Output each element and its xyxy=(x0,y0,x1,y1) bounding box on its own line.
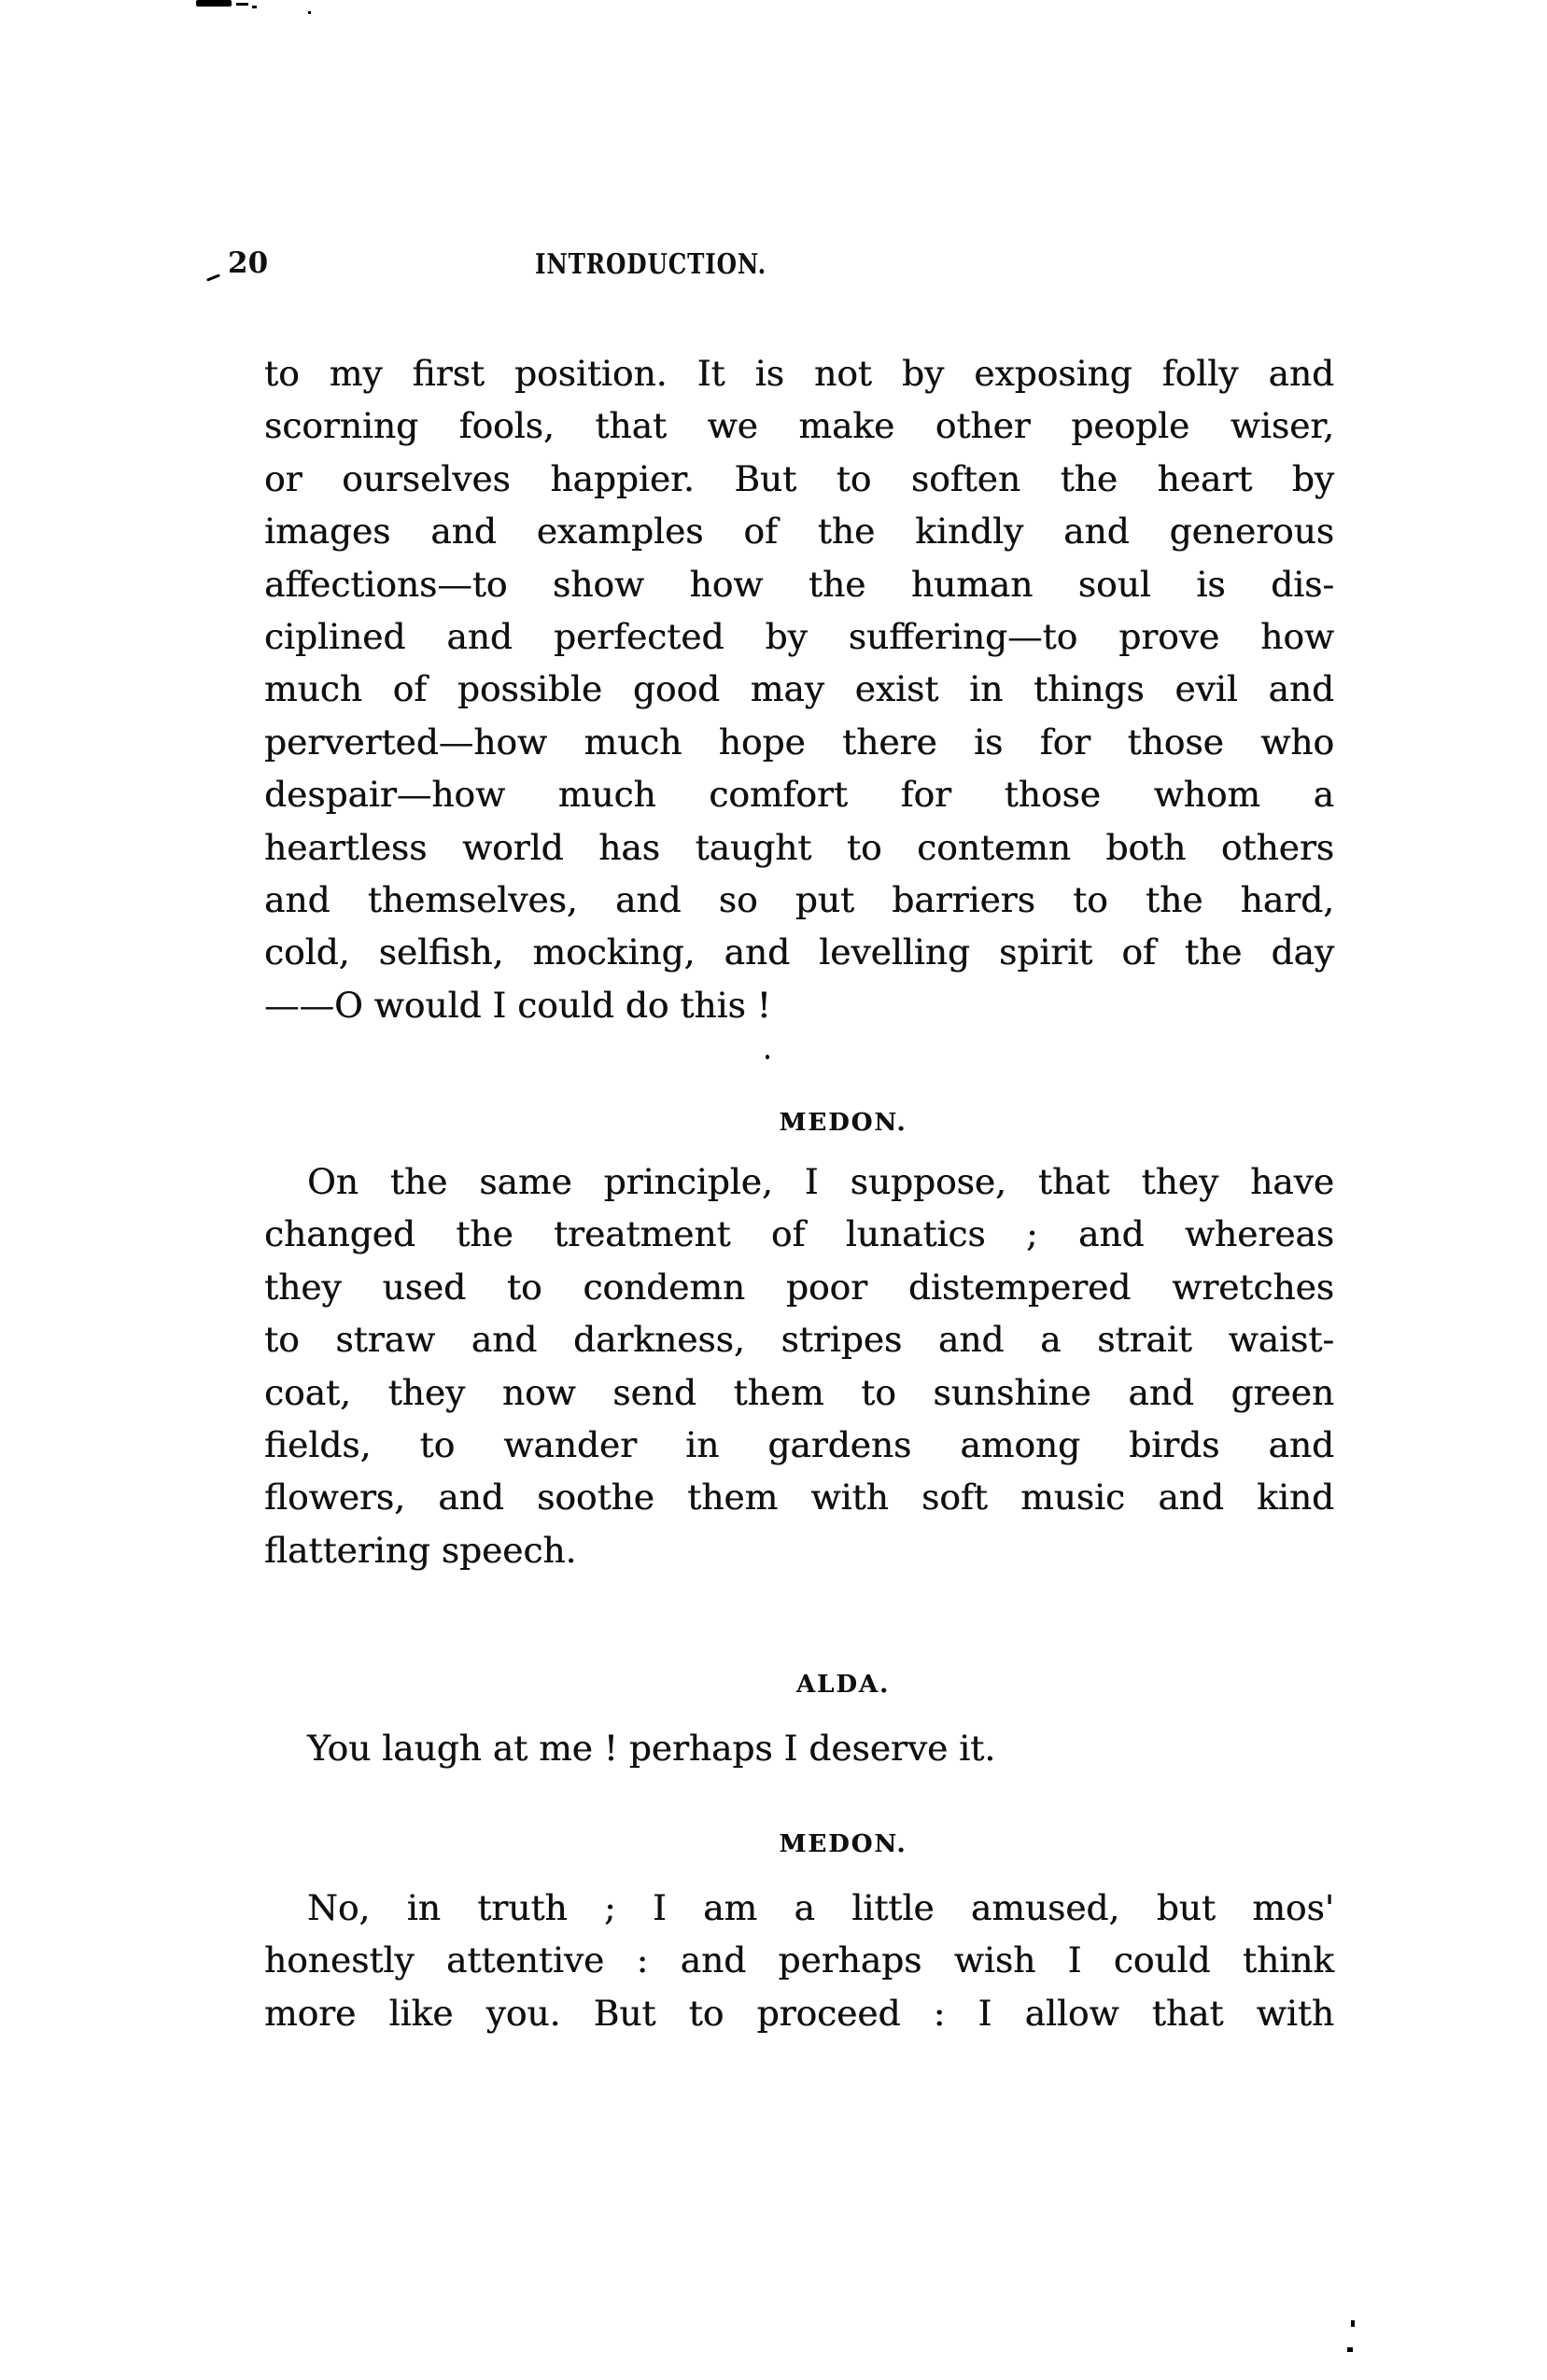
text-line: they used to condemn poor distempered wretches xyxy=(264,1266,1334,1308)
speaker-heading-alda: ALDA. xyxy=(795,1671,891,1699)
scan-speck xyxy=(1351,2320,1355,2327)
scan-smudge xyxy=(196,0,232,7)
text-line: ciplined and perfected by suffering—to prove how xyxy=(264,616,1334,658)
scan-speck xyxy=(308,11,311,14)
text-line: despair—how much comfort for those whom a xyxy=(264,774,1334,816)
scan-tick-mark xyxy=(206,273,220,281)
text-line: coat, they now send them to sunshine and green xyxy=(264,1371,1334,1413)
text-line: much of possible good may exist in things evil and xyxy=(264,668,1334,710)
text-line: changed the treatment of lunatics ; and whereas xyxy=(264,1213,1334,1255)
text-line: No, in truth ; I am a little amused, but mos' xyxy=(307,1887,1334,1928)
scan-speck xyxy=(252,6,257,8)
text-line: scorning fools, that we make other people wiser, xyxy=(264,405,1334,447)
text-line: honestly attentive : and perhaps wish I could think xyxy=(264,1939,1334,1981)
paragraph-alda xyxy=(264,1722,1334,1774)
text-line: to my first position. It is not by exposing folly and xyxy=(264,353,1334,394)
scan-speck xyxy=(766,1055,769,1059)
scan-speck xyxy=(236,3,248,6)
text-line: perverted—how much hope there is for those who xyxy=(264,721,1334,763)
text-line: ——O would I could do this ! xyxy=(264,984,771,1026)
running-head: INTRODUCTION. xyxy=(535,248,766,281)
text-line: more like you. But to proceed : I allow that with xyxy=(264,1992,1334,2034)
paragraph-medon xyxy=(264,1155,1334,1576)
speaker-heading-medon: MEDON. xyxy=(779,1109,907,1137)
text-line: fields, to wander in gardens among birds and xyxy=(264,1424,1334,1466)
scan-speck xyxy=(1347,2347,1353,2352)
speaker-heading-medon: MEDON. xyxy=(779,1830,907,1858)
text-line: You laugh at me ! perhaps I deserve it. xyxy=(307,1728,996,1769)
text-line: heartless world has taught to contemn both others xyxy=(264,826,1334,868)
page-number: 20 xyxy=(228,246,269,280)
text-line: affections—to show how the human soul is dis- xyxy=(264,563,1334,605)
text-line: On the same principle, I suppose, that they have xyxy=(307,1161,1334,1202)
text-line: and themselves, and so put barriers to the hard, xyxy=(264,879,1334,921)
text-line: images and examples of the kindly and generous xyxy=(264,511,1334,553)
text-line: cold, selfish, mocking, and levelling spirit of the day xyxy=(264,931,1334,973)
text-line: flattering speech. xyxy=(264,1529,577,1571)
text-line: or ourselves happier. But to soften the heart by xyxy=(264,457,1334,499)
paragraph-medon xyxy=(264,1882,1334,2039)
text-line: to straw and darkness, stripes and a strait waist- xyxy=(264,1319,1334,1361)
text-line: flowers, and soothe them with soft music and kind xyxy=(264,1477,1334,1519)
paragraph-alda-continuation xyxy=(264,347,1334,1031)
